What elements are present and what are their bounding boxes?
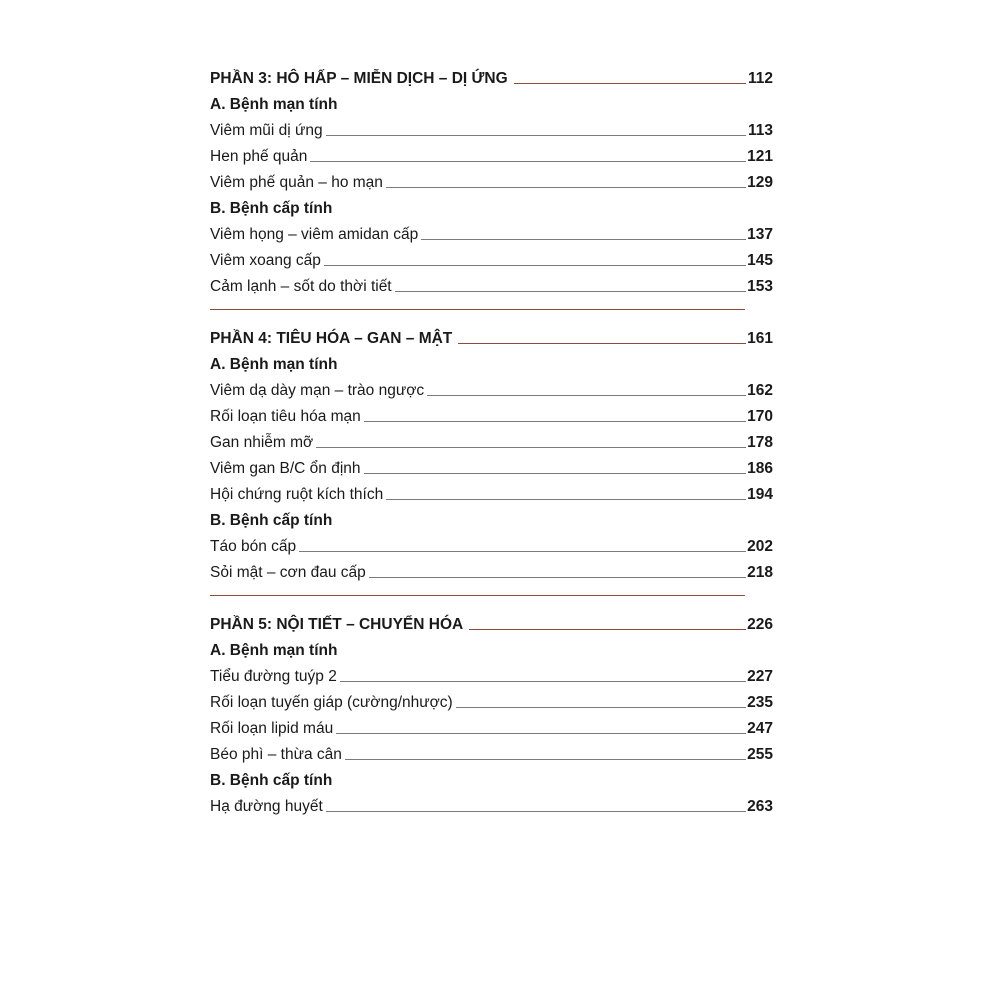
table-of-contents xyxy=(210,62,773,816)
page-number: 161 xyxy=(747,330,773,347)
entry-label: Tiểu đường tuýp 2 xyxy=(210,668,337,685)
toc-entry[interactable] xyxy=(210,530,773,556)
toc-entry[interactable] xyxy=(210,686,773,712)
toc-entry[interactable] xyxy=(210,400,773,426)
dot-leader xyxy=(427,395,746,396)
dot-leader xyxy=(316,447,746,448)
page-number: 121 xyxy=(747,148,773,165)
toc-entry[interactable] xyxy=(210,114,773,140)
part-divider xyxy=(210,595,745,596)
dot-leader xyxy=(386,187,746,188)
dot-leader xyxy=(345,759,746,760)
section-heading: B. Bệnh cấp tính xyxy=(210,200,333,217)
entry-label: Viêm mũi dị ứng xyxy=(210,122,323,139)
page-number: 186 xyxy=(747,460,773,477)
part-title-row[interactable] xyxy=(210,608,773,634)
entry-label: Cảm lạnh – sốt do thời tiết xyxy=(210,278,392,295)
toc-part-3 xyxy=(210,62,773,296)
part-title: PHẦN 5: NỘI TIẾT – CHUYỂN HÓA xyxy=(210,616,464,633)
entry-label: Viêm họng – viêm amidan cấp xyxy=(210,226,419,243)
dot-leader xyxy=(386,499,746,500)
toc-part-5 xyxy=(210,608,773,816)
dot-leader xyxy=(326,811,746,812)
dot-leader xyxy=(299,551,746,552)
entry-label: Hạ đường huyết xyxy=(210,798,323,815)
page-number: 247 xyxy=(747,720,773,737)
entry-label: Hội chứng ruột kích thích xyxy=(210,486,384,503)
page-number: 137 xyxy=(747,226,773,243)
page-number: 226 xyxy=(747,616,773,633)
dot-leader xyxy=(336,733,746,734)
page-number: 263 xyxy=(747,798,773,815)
toc-entry[interactable] xyxy=(210,556,773,582)
page-number: 227 xyxy=(747,668,773,685)
page-number: 178 xyxy=(747,434,773,451)
part-title: PHẦN 3: HÔ HẤP – MIỄN DỊCH – DỊ ỨNG xyxy=(210,70,508,87)
toc-entry[interactable] xyxy=(210,660,773,686)
toc-entry[interactable] xyxy=(210,426,773,452)
dot-leader xyxy=(340,681,746,682)
page-number: 235 xyxy=(747,694,773,711)
entry-label: Rối loạn tuyến giáp (cường/nhược) xyxy=(210,694,453,711)
toc-entry[interactable] xyxy=(210,374,773,400)
page-number: 145 xyxy=(747,252,773,269)
toc-entry[interactable] xyxy=(210,478,773,504)
section-heading: B. Bệnh cấp tính xyxy=(210,772,333,789)
toc-part-4 xyxy=(210,322,773,582)
entry-label: Rối loạn lipid máu xyxy=(210,720,334,737)
page-number: 194 xyxy=(747,486,773,503)
toc-entry[interactable] xyxy=(210,166,773,192)
entry-label: Viêm phế quản – ho mạn xyxy=(210,174,383,191)
dot-leader xyxy=(364,473,746,474)
toc-entry[interactable] xyxy=(210,452,773,478)
entry-label: Táo bón cấp xyxy=(210,538,297,555)
page-number: 218 xyxy=(747,564,773,581)
dot-leader xyxy=(326,135,746,136)
dot-leader xyxy=(469,629,746,630)
toc-entry[interactable] xyxy=(210,218,773,244)
page-number: 113 xyxy=(747,122,773,139)
page-number: 170 xyxy=(747,408,773,425)
entry-label: Viêm dạ dày mạn – trào ngược xyxy=(210,382,425,399)
page-number: 129 xyxy=(747,174,773,191)
toc-entry[interactable] xyxy=(210,712,773,738)
dot-leader xyxy=(395,291,746,292)
dot-leader xyxy=(514,83,746,84)
part-title-row[interactable] xyxy=(210,322,773,348)
dot-leader xyxy=(421,239,746,240)
entry-label: Béo phì – thừa cân xyxy=(210,746,342,763)
page-number: 112 xyxy=(747,70,773,87)
entry-label: Rối loạn tiêu hóa mạn xyxy=(210,408,361,425)
section-heading: B. Bệnh cấp tính xyxy=(210,512,333,529)
entry-label: Gan nhiễm mỡ xyxy=(210,434,314,451)
entry-label: Hen phế quản xyxy=(210,148,308,165)
toc-entry[interactable] xyxy=(210,244,773,270)
section-heading: A. Bệnh mạn tính xyxy=(210,642,338,659)
toc-entry[interactable] xyxy=(210,140,773,166)
section-heading: A. Bệnh mạn tính xyxy=(210,96,338,113)
toc-entry[interactable] xyxy=(210,738,773,764)
part-title: PHẦN 4: TIÊU HÓA – GAN – MẬT xyxy=(210,330,453,347)
entry-label: Sỏi mật – cơn đau cấp xyxy=(210,564,366,581)
dot-leader xyxy=(458,343,746,344)
part-title-row[interactable] xyxy=(210,62,773,88)
page-number: 255 xyxy=(747,746,773,763)
part-divider xyxy=(210,309,745,310)
dot-leader xyxy=(456,707,746,708)
dot-leader xyxy=(369,577,746,578)
dot-leader xyxy=(364,421,746,422)
page-number: 162 xyxy=(747,382,773,399)
entry-label: Viêm xoang cấp xyxy=(210,252,321,269)
toc-entry[interactable] xyxy=(210,790,773,816)
section-heading: A. Bệnh mạn tính xyxy=(210,356,338,373)
page-number: 202 xyxy=(747,538,773,555)
dot-leader xyxy=(310,161,746,162)
entry-label: Viêm gan B/C ổn định xyxy=(210,460,361,477)
dot-leader xyxy=(324,265,746,266)
toc-entry[interactable] xyxy=(210,270,773,296)
page-number: 153 xyxy=(747,278,773,295)
